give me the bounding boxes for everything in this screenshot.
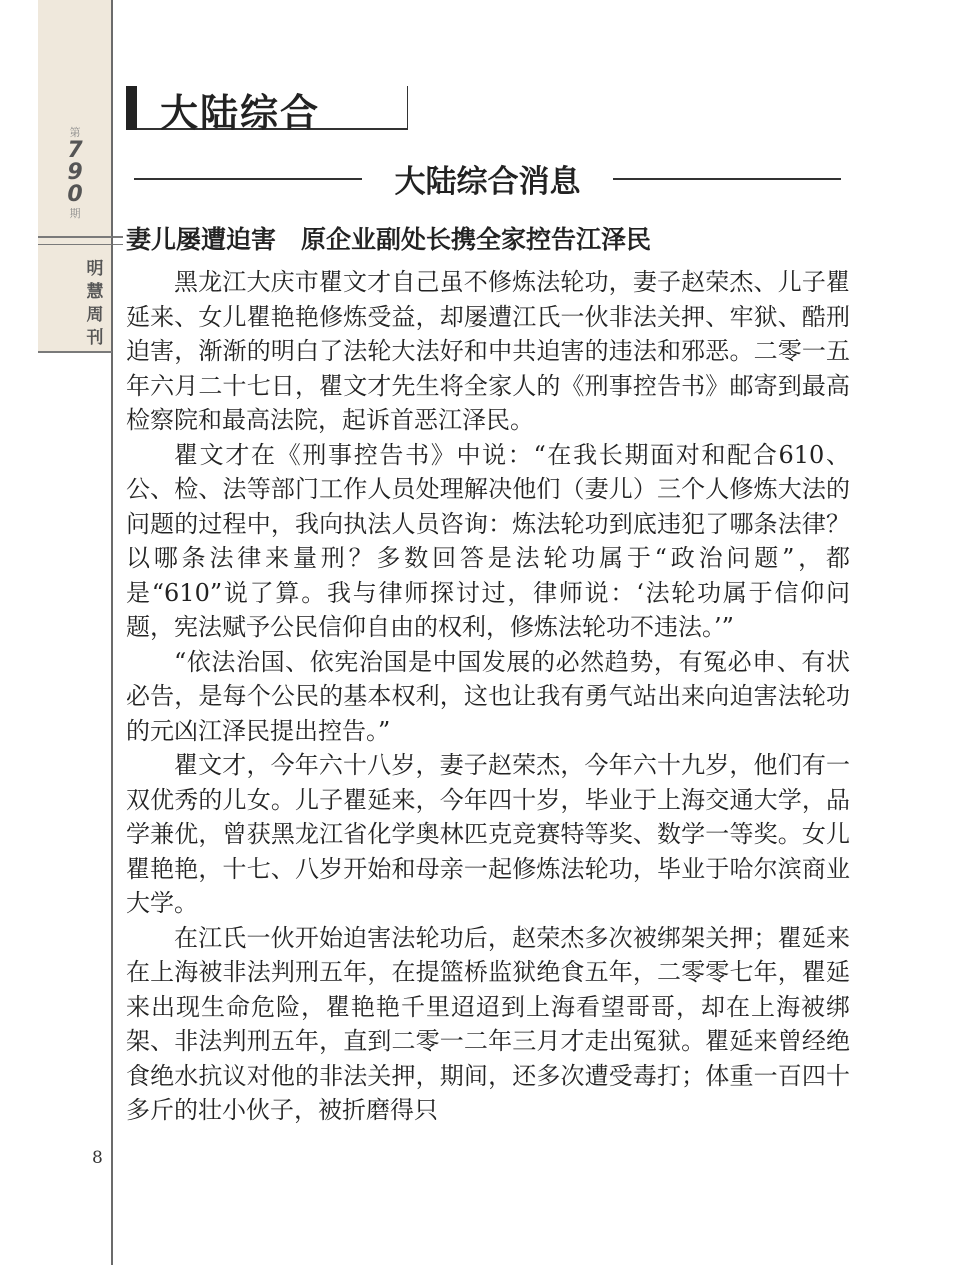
article-paragraph: 瞿文才在《刑事控告书》中说：“在我长期面对和配合610、公、检、法等部门工作人员处理解决他们（妻儿）三个人修炼大法的问题的过程中，我向执法人员咨询：炼法轮功到底违犯了哪条法律？以哪条法律来量刑？多数回答是法轮功属于“政治问题”，都是“610”说了算。我与律师探讨过，律师说：‘法轮功属于信仰问题，宪法赋予公民信仰自由的权利，修炼法轮功不违法。’” [126, 440, 850, 641]
article-paragraph: 在江氏一伙开始迫害法轮功后，赵荣杰多次被绑架关押；瞿延来在上海被非法判刑五年，在提篮桥监狱绝食五年，二零零七年，瞿延来出现生命危险，瞿艳艳千里迢迢到上海看望哥哥，却在上海被绑架、非法判刑五年，直到二零一二年三月才走出冤狱。瞿延来曾经绝食绝水抗议对他的非法关押，期间，还多次遭受毒打；体重一百四十多斤的壮小伙子，被折磨得只 [126, 923, 850, 1124]
section-header-bar [126, 86, 137, 130]
sidebar-divider [38, 236, 112, 245]
article-headline: 妻儿屡遭迫害 原企业副处长携全家控告江泽民 [126, 225, 652, 254]
issue-digit: 7 [67, 138, 83, 163]
subheading-rule-left [134, 178, 362, 180]
magazine-char: 明 [86, 259, 104, 279]
issue-prefix: 第 [69, 126, 81, 139]
article-paragraph: 瞿文才，今年六十八岁，妻子赵荣杰，今年六十九岁，他们有一双优秀的儿女。儿子瞿延来，今年四十岁，毕业于上海交通大学，品学兼优，曾获黑龙江省化学奥林匹克竞赛特等奖、数学一等奖。女儿瞿艳艳，十七、八岁开始和母亲一起修炼法轮功，毕业于哈尔滨商业大学。 [126, 751, 850, 917]
magazine-name [78, 258, 112, 350]
sidebar-divider-extension [113, 236, 123, 245]
issue-digit: 9 [67, 160, 83, 185]
sidebar-tab-bottom-rule [38, 351, 112, 353]
magazine-char: 慧 [86, 282, 104, 302]
subheading-rule-right [613, 178, 841, 180]
page-number: 8 [92, 1148, 103, 1168]
article-paragraph: 黑龙江大庆市瞿文才自己虽不修炼法轮功，妻子赵荣杰、儿子瞿延来、女儿瞿艳艳修炼受益，却屡遭江氏一伙非法关押、牢狱、酷刑迫害，渐渐的明白了法轮大法好和中共迫害的违法和邪恶。二零一五年六月二十七日，瞿文才先生将全家人的《刑事控告书》邮寄到最高检察院和最高法院，起诉首恶江泽民。 [126, 268, 850, 434]
magazine-char: 刊 [86, 328, 104, 348]
article-body [126, 265, 850, 1128]
issue-digit: 0 [67, 182, 83, 207]
section-header [126, 86, 408, 135]
magazine-char: 周 [86, 305, 104, 325]
subheading: 大陆综合消息 [394, 164, 581, 200]
article-paragraph: “依法治国、依宪治国是中国发展的必然趋势，有冤必申、有状必告，是每个公民的基本权利，这也让我有勇气站出来向迫害法轮功的元凶江泽民提出控告。” [126, 647, 850, 745]
section-title: 大陆综合 [160, 91, 321, 135]
issue-suffix: 期 [69, 207, 81, 220]
issue-number [38, 125, 112, 221]
